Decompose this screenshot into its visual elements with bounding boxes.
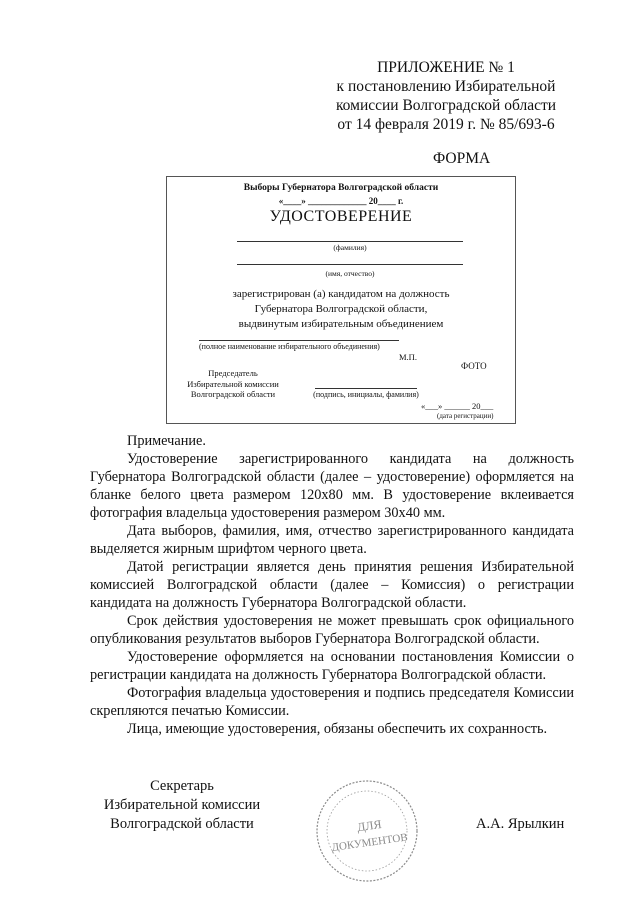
chairman-line-1: Председатель [208, 368, 258, 378]
name-caption: (имя, отчество) [325, 269, 375, 278]
note-paragraph-7: Лица, имеющие удостоверения, обязаны обеспечить их сохранность. [127, 721, 548, 737]
note-paragraph-2: Дата выборов, фамилия, имя, отчество зарегистрированного кандидата выделяется жирным шрифтом черного цвета. [90, 523, 574, 557]
signature-caption: (подпись, инициалы, фамилия) [313, 390, 419, 399]
stamp-text-1: ДЛЯ [356, 817, 383, 835]
stamp-text-2: ДОКУМЕНТОВ [330, 831, 409, 855]
note-paragraph-6: Фотография владельца удостоверения и подпись председателя Комиссии скрепляются печатью Комиссии. [90, 685, 574, 719]
appendix-title: ПРИЛОЖЕНИЕ № 1 [377, 59, 515, 76]
name-line [237, 264, 463, 265]
registration-line-2: Губернатора Волгоградской области, [254, 303, 428, 315]
chairman-line-2: Избирательной комиссии [187, 378, 279, 389]
stamp-place-label: М.П. [399, 352, 417, 362]
note-paragraph-1: Удостоверение зарегистрированного кандидата на должность Губернатора Волгоградской области (далее – удостоверение) оформляется на бланке белого цвета размером 120х80 мм. В удостоверение вклеивается фотография владельца удостоверения размером 30х40 мм. [90, 451, 574, 521]
appendix-line-3: комиссии Волгоградской области [335, 97, 557, 114]
secretary-commission: Избирательной комиссии [103, 797, 261, 813]
note-body [90, 450, 574, 738]
association-line [199, 340, 399, 341]
certificate-title: УДОСТОВЕРЕНИЕ [269, 208, 413, 225]
registration-date-caption: (дата регистрации) [437, 412, 494, 420]
note-paragraph-5: Удостоверение оформляется на основании постановления Комиссии о регистрации кандидата на должность Губернатора Волгоградской области. [90, 649, 574, 683]
form-label: ФОРМА [433, 150, 491, 167]
note-heading: Примечание. [127, 433, 206, 449]
surname-line [237, 241, 463, 242]
secretary-name: А.А. Ярылкин [476, 816, 565, 832]
secretary-role: Секретарь [150, 778, 214, 794]
registration-line-1: зарегистрирован (а) кандидатом на должность [232, 288, 450, 300]
registration-line-3: выдвинутым избирательным объединением [238, 318, 444, 330]
commission-stamp [314, 778, 420, 884]
registration-date-line: «___» ______ 20___ [421, 401, 494, 411]
election-title: Выборы Губернатора Волгоградской области [243, 183, 439, 193]
certificate-form [166, 176, 516, 424]
secretary-region: Волгоградской области [110, 816, 254, 832]
secretary-block [84, 777, 280, 834]
election-date-line: «____» _____________ 20____ г. [278, 196, 404, 206]
note-paragraph-3: Датой регистрации является день принятия решения Избирательной комиссией Волгоградской области (далее – Комиссия) о регистрации кандидата на должность Губернатора Волгоградской области. [90, 559, 574, 611]
chairman-label [173, 368, 293, 400]
association-caption: (полное наименование избирательного объединения) [199, 342, 380, 351]
surname-caption: (фамилия) [333, 243, 367, 252]
signature-line [315, 388, 417, 389]
appendix-line-4: от 14 февраля 2019 г. № 85/693-6 [337, 116, 555, 133]
chairman-line-3: Волгоградской области [190, 389, 276, 399]
registration-text [167, 287, 515, 332]
note-paragraph-4: Срок действия удостоверения не может превышать срок официального опубликования результатов выборов Губернатора Волгоградской области. [90, 613, 574, 647]
photo-placeholder: ФОТО [461, 361, 487, 371]
appendix-header [326, 58, 566, 134]
appendix-line-2: к постановлению Избирательной [336, 78, 556, 95]
